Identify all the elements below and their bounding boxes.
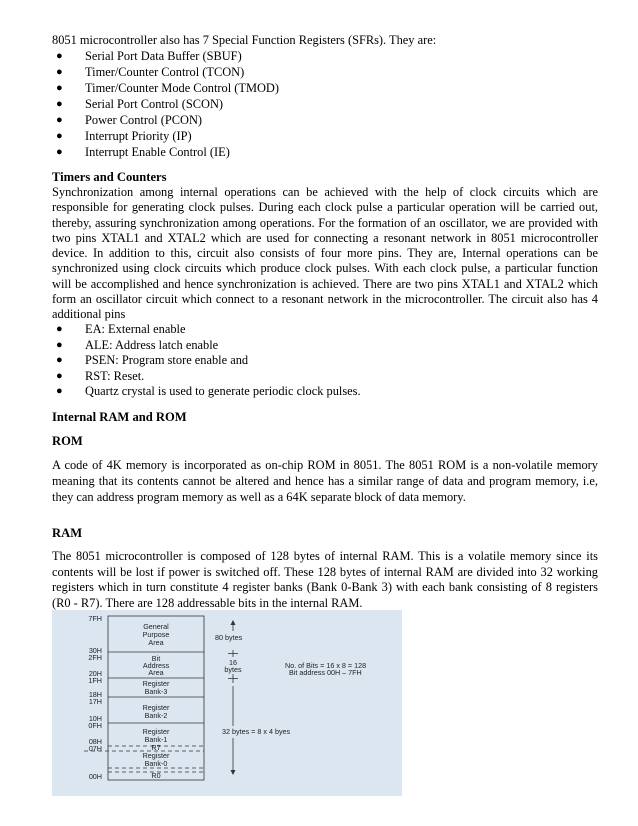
block-bank2-1: Register <box>142 703 170 712</box>
label-16-bytes: bytes <box>224 665 242 674</box>
block-bit-2: Address <box>142 661 170 670</box>
list-item: ● Interrupt Priority (IP) <box>56 128 192 143</box>
memory-map-diagram <box>52 610 402 796</box>
list-item: ● ALE: Address latch enable <box>56 337 219 352</box>
bullet-icon: ● <box>56 129 63 142</box>
block-bit-3: Area <box>148 668 164 677</box>
sfr-intro: 8051 microcontroller also has 7 Special Function Registers (SFRs). They are: <box>52 33 437 47</box>
block-r0: R0 <box>151 771 161 780</box>
bullet-icon: ● <box>56 369 63 382</box>
list-item: ● Timer/Counter Mode Control (TMOD) <box>56 80 279 95</box>
list-item: ● RST: Reset. <box>56 368 145 383</box>
address-17h: 17H <box>88 697 102 706</box>
address-10h: 10H <box>88 714 102 723</box>
bullet-icon: ● <box>56 385 63 397</box>
block-general-1: General <box>143 622 169 631</box>
memory-heading: Internal RAM and ROM <box>52 410 187 424</box>
bullet-icon: ● <box>56 81 63 94</box>
bullet-icon: ● <box>56 354 63 366</box>
block-bank0-2: Bank-0 <box>144 759 168 768</box>
ram-memory-map-figure <box>52 610 402 796</box>
address-07h: 07H <box>88 744 102 753</box>
arrow-up-icon <box>231 620 236 625</box>
timers-heading: Timers and Counters <box>52 170 167 184</box>
bullet-icon: ● <box>56 323 63 335</box>
address-7fh: 7FH <box>88 614 102 623</box>
list-item: ● Timer/Counter Control (TCON) <box>56 64 245 79</box>
list-item: ● Power Control (PCON) <box>56 112 203 127</box>
block-bank3-1: Register <box>142 679 170 688</box>
block-bank1-2: Bank-1 <box>144 735 168 744</box>
list-item: ● PSEN: Program store enable and <box>56 353 249 367</box>
label-80-bytes: 80 bytes <box>215 633 243 642</box>
rom-heading: ROM <box>52 434 83 448</box>
bullet-icon: ● <box>56 145 63 158</box>
list-item: ● Quartz crystal is used to generate periodic clock pulses. <box>56 384 361 398</box>
ram-paragraph: The 8051 microcontroller is composed of 128 bytes of internal RAM. This is a volatile memory since its contents will be lost if power is switched off. These 128 bytes of internal RAM are divided into 32 working registers which in turn constitute 4 register banks (Bank 0-Bank 3) with each bank consisting of 8 registers (R0 - R7). There are 128 addressable bits in the internal RAM. <box>52 549 598 610</box>
label-32-bytes: 32 bytes = 8 x 4 byes <box>222 727 291 736</box>
label-bit-address: Bit address 00H – 7FH <box>289 668 362 677</box>
address-08h: 08H <box>88 737 102 746</box>
block-bank1-1: Register <box>142 727 170 736</box>
list-item: ● Interrupt Enable Control (IE) <box>56 144 230 159</box>
arrow-down-icon <box>231 770 236 775</box>
block-r7: R7 <box>151 743 161 752</box>
label-16: 16 <box>229 658 237 667</box>
timers-paragraph: Synchronization among internal operations can be achieved with the help of clock circuits which are responsible for generating clock pulses. During each clock pulse a particular operation will be carried out, thereby, assuring synchronization among operations. For the formation of an oscillator, we are provided with two pins XTAL1 and XTAL2 which are used for connecting a resonant network in 8051 microcontroller device. In addition to this, circuit also consists of four more pins. They are, Internal operations can be synchronized using clock circuits which produce clock pulses. With each clock pulse, a particular function will be accomplished and hence synchronization is achieved. There are two pins XTAL1 and XTAL2 which form an oscillator circuit which connect to a resonant network in the microcontroller. The circuit also has 4 additional pins <box>52 185 598 322</box>
bullet-icon: ● <box>56 49 63 62</box>
address-20h: 20H <box>88 669 102 678</box>
block-bit-1: Bit <box>151 654 161 663</box>
list-item: ● EA: External enable <box>56 322 186 336</box>
bullet-icon: ● <box>56 113 63 126</box>
address-1fh: 1FH <box>88 676 102 685</box>
ram-heading: RAM <box>52 526 83 540</box>
list-item: ● Serial Port Data Buffer (SBUF) <box>56 48 242 63</box>
bullet-icon: ● <box>56 97 63 110</box>
block-general-3: Area <box>148 638 164 647</box>
block-bank3-2: Bank-3 <box>144 687 168 696</box>
address-18h: 18H <box>88 690 102 699</box>
block-general-2: Purpose <box>142 630 170 639</box>
bullet-icon: ● <box>56 65 63 78</box>
address-00h: 00H <box>88 772 102 781</box>
rom-paragraph: A code of 4K memory is incorporated as on-chip ROM in 8051. The 8051 ROM is a non-volatile memory meaning that its contents cannot be altered and hence has a similar range of data and program memory, i.e, they can address program memory as well as a 64K separate block of data memory. <box>52 458 598 505</box>
block-bank2-2: Bank-2 <box>144 711 168 720</box>
address-0fh: 0FH <box>88 721 102 730</box>
address-2fh: 2FH <box>88 653 102 662</box>
label-no-of-bits: No. of Bits = 16 x 8 = 128 <box>285 661 367 670</box>
address-30h: 30H <box>88 646 102 655</box>
block-bank0-1: Register <box>142 751 170 760</box>
list-item: ● Serial Port Control (SCON) <box>56 96 224 111</box>
bullet-icon: ● <box>56 338 63 351</box>
